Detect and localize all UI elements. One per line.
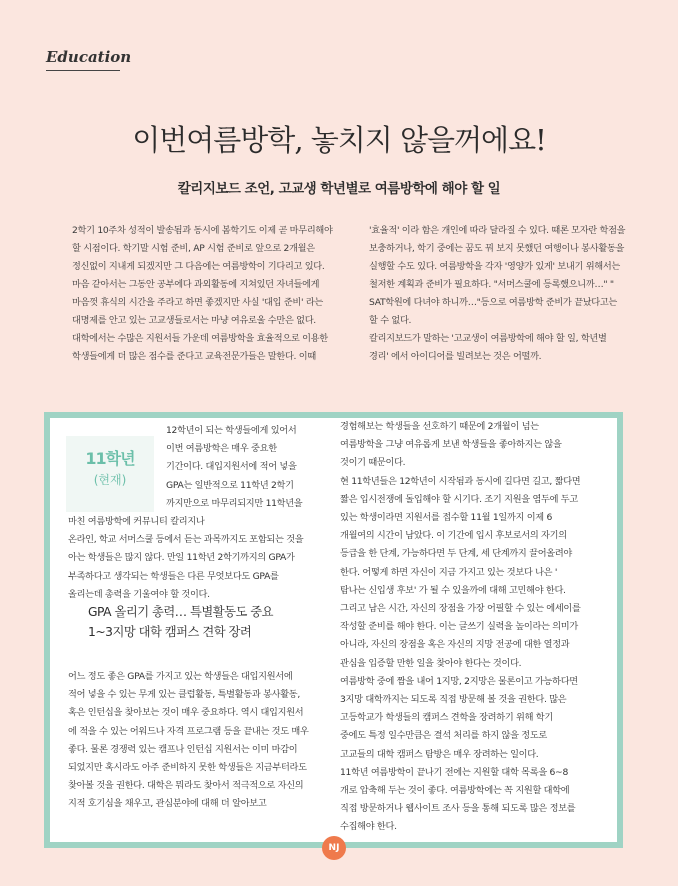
panel-paragraph: 마친 여름방학에 커뮤니티 칼리지나 온라인, 학교 서머스쿨 등에서 듣는 과목까지도 포함되는 것을 아는 학생들은 많지 않다. 만일 11학년 2학기까지의 GPA가 부족하다고 생각되는 학생들은 다른 무엇보다도 GPA를 올리는데 총력을 기울여야 할 것이다.: [68, 516, 304, 600]
intro-paragraph-left: 2학기 10주차 성적이 발송됨과 동시에 봄학기도 이제 곧 마무리해야 할 시점이다. 학기말 시험 준비, AP 시험 준비로 앞으로 2개월은 정신없이 지내게 되겠지만 그 다음에는 여름방학이 기다리고 있다. 마음 같아서는 그동안 공부에다 과외활동에 지쳐있던 자녀들에게 마음껏 휴식의 시간을 주라고 하면 좋겠지만 사실 '대입 준비' 라는 대명제를 안고 있는 고교생들로서는 마냥 여유로울 수만은 없다. 대학에서는 수많은 지원서들 가운데 여름방학을 효율적으로 이용한 학생들에게 더 많은 점수를 준다고 교육전문가들은 말한다. 이때: [72, 225, 333, 362]
intro-column-left: [72, 222, 340, 366]
section-label: Education: [46, 48, 132, 66]
panel-paragraph: 12학년이 되는 학생들에게 있어서 이번 여름방학은 매우 중요한 기간이다. 대입지원서에 적어 넣을 GPA는 일반적으로 11학년 2학기 까지만으로 마무리되지만 11학년을: [166, 425, 303, 509]
panel-subheading: [88, 602, 333, 642]
grade-badge: [66, 436, 154, 512]
grade-badge-title: 11학년: [85, 449, 135, 468]
panel-column-left-bottom: [68, 668, 333, 814]
section-underline: [46, 70, 120, 71]
panel-subheading-text: GPA 올리기 총력… 특별활동도 중요 1~3지망 대학 캠퍼스 견학 장려: [88, 605, 274, 639]
article-title: 이번여름방학, 놓치지 않을꺼에요!: [132, 123, 546, 157]
panel-column-left-mid: [68, 513, 333, 604]
panel-paragraph: 경험해보는 학생들을 선호하기 때문에 2개월이 넘는 여름방학을 그냥 여유롭게 보낸 학생들을 좋아하지는 않을 것이기 때문이다. 현 11학년들은 12학년이 시작됨과 동시에 길다면 길고, 짧다면 짧은 입시전쟁에 돌입해야 할 시기다. 조기 지원을 염두에 두고 있는 학생이라면 지원서를 접수할 11월 1일까지 이제 6 개월여의 시간이 남았다. 이 기간에 입시 후보로서의 자기의 등급을 한 단계, 가능하다면 두 단계, 세 단계까지 끌어올려야 한다. 어떻게 하면 자신이 지금 가지고 있는 것보다 나은 ' 탐나는 신입생 후보' 가 될 수 있을까에 대해 고민해야 한다. 그리고 남은 시간, 자신의 장점을 가장 어필할 수 있는 에세이를 작성할 준비를 해야 한다. 이는 글쓰기 실력을 높이라는 의미가 아니라, 자신의 장점을 혹은 자신의 지망 전공에 대한 열정과 관심을 입증할 만한 일을 찾아야 한다는 것이다. 여름방학 중에 짬을 내어 1지망, 2지망은 물론이고 가능하다면 3지망 대학까지는 되도록 직접 방문해 볼 것을 권한다. 많은 고등학교가 학생들의 캠퍼스 견학을 장려하기 위해 학기 중에도 특정 일수만큼은 결석 처리를 하지 않을 정도로 고교들의 대학 캠퍼스 탐방은 매우 장려하는 일이다. 11학년 여름방학이 끝나기 전에는 지원할 대학 목록을 6~8 개로 압축해 두는 것이 좋다. 여름방학에는 꼭 지원할 대학에 직접 방문하거나 웹사이트 조사 등을 통해 되도록 많은 정보를 수집해야 한다.: [340, 421, 581, 833]
grade-11-panel: [44, 412, 623, 848]
panel-column-left-top: [166, 422, 326, 513]
grade-badge-subtitle: (현재): [93, 473, 127, 487]
publisher-badge: NJ: [322, 836, 346, 860]
panel-paragraph: 어느 정도 좋은 GPA를 가지고 있는 학생들은 대입지원서에 적어 넣을 수 있는 무게 있는 클럽활동, 특별활동과 봉사활동, 혹은 인턴십을 찾아보는 것이 매우 중요하다. 역시 대입지원서 에 적을 수 있는 어워드나 자격 프로그램 등을 끝내는 것도 매우 좋다. 물론 경쟁력 있는 캠프나 인턴십 지원서는 이미 마감이 되었지만 혹시라도 아주 준비하지 못한 학생들은 지금부터라도 찾아볼 것을 권한다. 대학은 뭐라도 찾아서 적극적으로 자신의 지적 호기심을 채우고, 관심분야에 대해 더 알아보고: [68, 671, 309, 810]
intro-paragraph-right: '효율적' 이라 함은 개인에 따라 달라질 수 있다. 때론 모자란 학점을 보충하거나, 학기 중에는 꿈도 꿔 보지 못했던 여행이나 봉사활동을 실행할 수도 있다. 여름방학을 각자 '영양가 있게' 보내기 위해서는 철저한 계획과 준비가 필요하다. "서머스쿨에 등록했으니까…" " SAT학원에 다녀야 하니까…"등으로 여름방학 준비가 끝났다고는 할 수 없다. 칼리지보드가 말하는 '고교생이 여름방학에 해야 할 일, 학년별 경리' 에서 아이디어를 빌려보는 것은 어떨까.: [369, 225, 626, 362]
article-subtitle: 칼리지보드 조언, 고교생 학년별로 여름방학에 해야 할 일: [177, 181, 501, 197]
intro-column-right: [369, 222, 637, 366]
panel-column-right: [340, 418, 605, 837]
